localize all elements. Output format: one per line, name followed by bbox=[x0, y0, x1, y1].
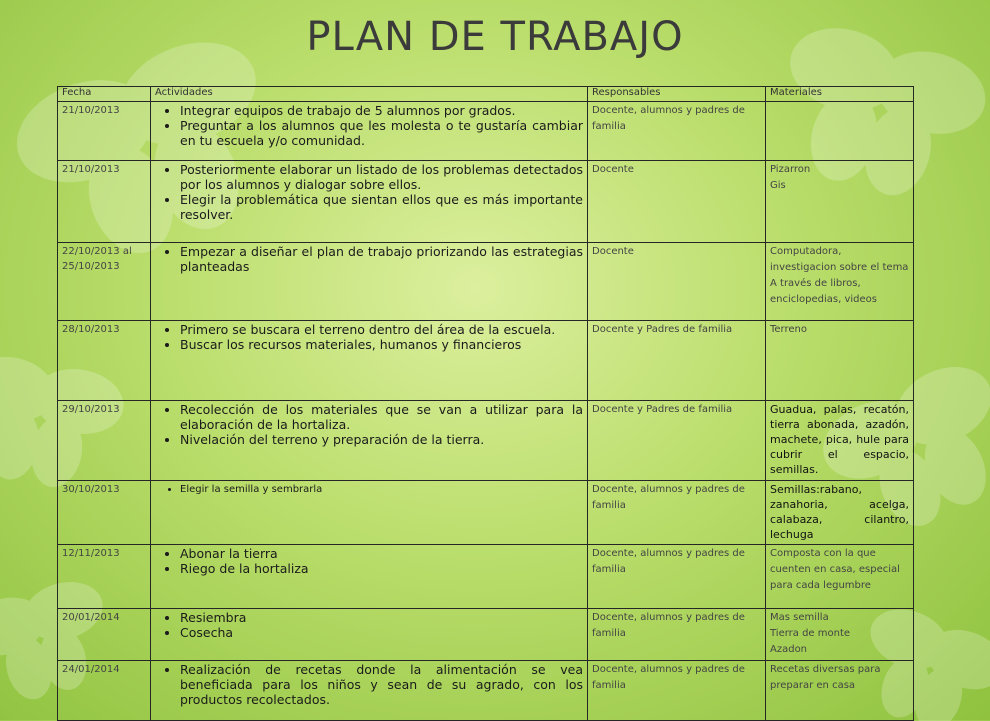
materiales-cell bbox=[766, 161, 914, 243]
actividades-cell bbox=[151, 481, 588, 545]
materiales-cell bbox=[766, 481, 914, 545]
material-line: Recetas diversas para preparar en casa bbox=[770, 664, 881, 691]
fecha-cell: 12/11/2013 bbox=[58, 545, 151, 609]
material-line: A través de libros, enciclopedias, videos bbox=[770, 278, 878, 305]
actividad-item: • Primero se buscara el terreno dentro del área de la escuela. bbox=[180, 322, 583, 337]
table-row bbox=[58, 161, 914, 243]
responsables-cell: Docente y Padres de familia bbox=[588, 321, 766, 401]
materiales-cell bbox=[766, 102, 914, 161]
actividad-item: • Realización de recetas donde la alimentación se vea beneficiada para los niños y sean de su agrado, con los productos recolectados. bbox=[180, 662, 583, 707]
actividad-item: • Empezar a diseñar el plan de trabajo priorizando las estrategias planteadas bbox=[180, 244, 583, 274]
materiales-cell bbox=[766, 401, 914, 481]
table-row bbox=[58, 609, 914, 661]
actividades-cell bbox=[151, 401, 588, 481]
actividad-item: • Posteriormente elaborar un listado de los problemas detectados por los alumnos y dialogar sobre ellos. bbox=[180, 162, 583, 192]
actividades-cell bbox=[151, 609, 588, 661]
fecha-cell: 22/10/2013 al 25/10/2013 bbox=[58, 243, 151, 321]
actividad-item: • Recolección de los materiales que se van a utilizar para la elaboración de la hortaliza. bbox=[180, 402, 583, 432]
responsables-cell: Docente, alumnos y padres de familia bbox=[588, 481, 766, 545]
actividades-list bbox=[155, 244, 583, 274]
material-line: Azadon bbox=[770, 644, 808, 655]
fecha-cell: 28/10/2013 bbox=[58, 321, 151, 401]
plan-table-body bbox=[58, 87, 914, 721]
materiales-cell bbox=[766, 321, 914, 401]
responsables-cell: Docente, alumnos y padres de familia bbox=[588, 661, 766, 721]
table-row bbox=[58, 545, 914, 609]
actividad-item: • Buscar los recursos materiales, humanos y financieros bbox=[180, 337, 583, 352]
header-responsables: Responsables bbox=[588, 87, 766, 102]
material-line: Computadora, investigacion sobre el tema bbox=[770, 246, 909, 273]
table-row bbox=[58, 102, 914, 161]
material-line: Gis bbox=[770, 180, 786, 191]
actividades-cell bbox=[151, 243, 588, 321]
header-actividades: Actividades bbox=[151, 87, 588, 102]
table-row bbox=[58, 661, 914, 721]
actividades-cell bbox=[151, 661, 588, 721]
actividades-list bbox=[155, 546, 583, 576]
actividad-item: • Cosecha bbox=[180, 625, 583, 640]
actividades-list bbox=[155, 662, 583, 707]
materiales-cell bbox=[766, 609, 914, 661]
table-row bbox=[58, 243, 914, 321]
actividades-list bbox=[155, 482, 583, 497]
table-header-row bbox=[58, 87, 914, 102]
table-row bbox=[58, 321, 914, 401]
material-line: Composta con la que cuenten en casa, especial para cada legumbre bbox=[770, 548, 900, 591]
actividad-item: • Elegir la semilla y sembrarla bbox=[180, 482, 583, 497]
actividades-list bbox=[155, 322, 583, 352]
plan-table bbox=[57, 86, 914, 721]
actividad-item: • Abonar la tierra bbox=[180, 546, 583, 561]
header-fecha: Fecha bbox=[58, 87, 151, 102]
actividades-cell bbox=[151, 161, 588, 243]
material-line: Pizarron bbox=[770, 164, 811, 175]
fecha-cell: 29/10/2013 bbox=[58, 401, 151, 481]
responsables-cell: Docente, alumnos y padres de familia bbox=[588, 609, 766, 661]
table-row bbox=[58, 481, 914, 545]
material-line: Mas semilla bbox=[770, 612, 829, 623]
actividad-item: • Integrar equipos de trabajo de 5 alumnos por grados. bbox=[180, 103, 583, 118]
responsables-cell: Docente, alumnos y padres de familia bbox=[588, 545, 766, 609]
responsables-cell: Docente, alumnos y padres de familia bbox=[588, 102, 766, 161]
responsables-cell: Docente bbox=[588, 161, 766, 243]
fecha-cell: 20/01/2014 bbox=[58, 609, 151, 661]
actividades-list bbox=[155, 103, 583, 148]
materiales-cell bbox=[766, 545, 914, 609]
responsables-cell: Docente y Padres de familia bbox=[588, 401, 766, 481]
actividades-list bbox=[155, 610, 583, 640]
page-title: PLAN DE TRABAJO bbox=[306, 14, 684, 60]
actividad-item: • Riego de la hortaliza bbox=[180, 561, 583, 576]
materiales-cell bbox=[766, 243, 914, 321]
actividades-cell bbox=[151, 102, 588, 161]
actividad-item: • Nivelación del terreno y preparación de la tierra. bbox=[180, 432, 583, 447]
table-row bbox=[58, 401, 914, 481]
actividades-cell bbox=[151, 545, 588, 609]
materiales-cell bbox=[766, 661, 914, 721]
fecha-cell: 21/10/2013 bbox=[58, 161, 151, 243]
fecha-cell: 21/10/2013 bbox=[58, 102, 151, 161]
actividades-cell bbox=[151, 321, 588, 401]
material-line: Tierra de monte bbox=[770, 628, 851, 639]
actividades-list bbox=[155, 402, 583, 447]
material-line: Terreno bbox=[770, 324, 807, 335]
fecha-cell: 24/01/2014 bbox=[58, 661, 151, 721]
actividad-item: • Elegir la problemática que sientan ellos que es más importante resolver. bbox=[180, 192, 583, 222]
material-line: Semillas:rabano, zanahoria, acelga, calabaza, cilantro, lechuga bbox=[770, 483, 909, 541]
fecha-cell: 30/10/2013 bbox=[58, 481, 151, 545]
responsables-cell: Docente bbox=[588, 243, 766, 321]
material-line: Guadua, palas, recatón, tierra abonada, azadón, machete, pica, hule para cubrir el espacio, semillas. bbox=[770, 403, 909, 476]
header-materiales: Materiales bbox=[766, 87, 914, 102]
actividad-item: • Preguntar a los alumnos que les molesta o te gustaría cambiar en tu escuela y/o comunidad. bbox=[180, 118, 583, 148]
actividades-list bbox=[155, 162, 583, 222]
plan-table-container bbox=[57, 86, 913, 707]
actividad-item: • Resiembra bbox=[180, 610, 583, 625]
